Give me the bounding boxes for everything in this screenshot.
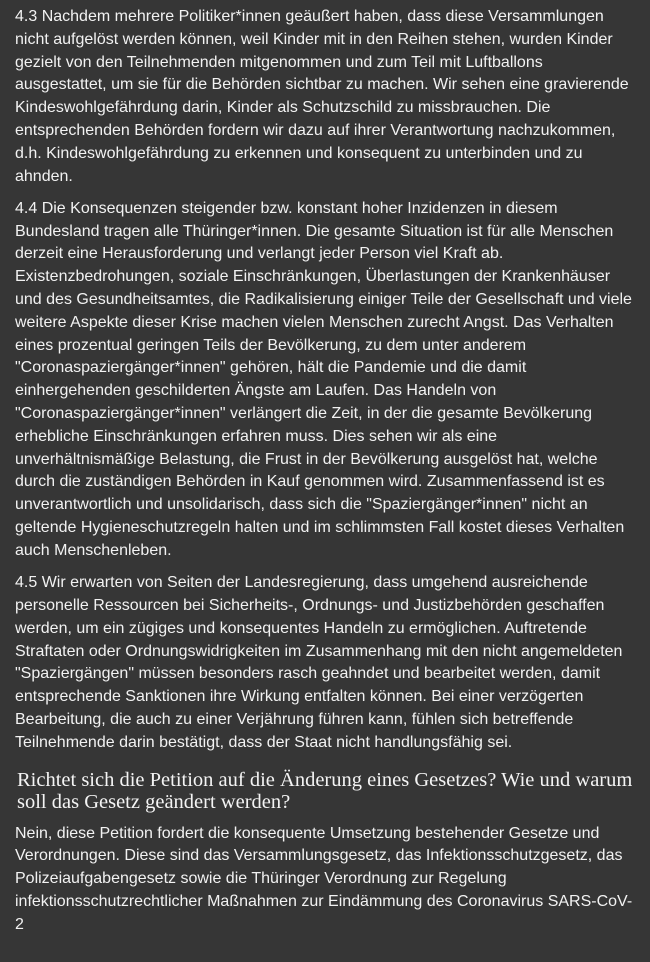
paragraph-4-3: 4.3 Nachdem mehrere Politiker*innen geäußert haben, dass diese Versammlungen nicht aufgelöst werden können, weil Kinder mit in den Reihen stehen, wurden Kinder gezielt von den Teilnehmenden mitgenommen und zum Teil mit Luftballons ausgestattet, um sie für die Behörden sichtbar zu machen. Wir sehen eine gravierende Kindeswohlgefährdung darin, Kinder als Schutzschild zu missbrauchen. Die entsprechenden Behörden fordern wir dazu auf ihrer Verantwortung nachzukommen, d.h. Kindeswohlgefährdung zu erkennen und konsequent zu unterbinden und zu ahnden. xyxy=(15,8,629,185)
answer-paragraph: Nein, diese Petition fordert die konsequente Umsetzung bestehender Gesetze und Verordnungen. Diese sind das Versammlungsgesetz, das Infektionsschutzgesetz, das Polizeiaufgabengesetz sowie die Thüringer Verordnung zur Regelung infektionsschutzrechtlicher Maßnahmen zur Eindämmung des Coronavirus SARS-CoV-2 xyxy=(15,824,633,933)
section-heading-law-change: Richtet sich die Petition auf die Änderung eines Gesetzes? Wie und warum soll das Gesetz geändert werden? xyxy=(17,768,633,813)
paragraph-4-5: 4.5 Wir erwarten von Seiten der Landesregierung, dass umgehend ausreichende personelle Ressourcen bei Sicherheits-, Ordnungs- und Justizbehörden geschaffen werden, um ein zügiges und konsequentes Handeln zu ermöglichen. Auftretende Straftaten oder Ordnungswidrigkeiten im Zusammenhang mit den nicht angemeldeten "Spaziergängen" müssen besonders rasch geahndet und bearbeitet werden, damit entsprechende Sanktionen ihre Wirkung entfalten können. Bei einer verzögerten Bearbeitung, die auch zu einer Verjährung führen kann, fühlen sich betreffende Teilnehmende darin bestätigt, dass der Staat nicht handlungsfähig sei. xyxy=(15,574,623,751)
paragraph-4-4: 4.4 Die Konsequenzen steigender bzw. konstant hoher Inzidenzen in diesem Bundesland tragen alle Thüringer*innen. Die gesamte Situation ist für alle Menschen derzeit eine Herausforderung und verlangt jeder Person viel Kraft ab. Existenzbedrohungen, soziale Einschränkungen, Überlastungen der Krankenhäuser und des Gesundheitsamtes, die Radikalisierung einiger Teile der Gesellschaft und viele weitere Aspekte dieser Krise machen vielen Menschen zurecht Angst. Das Verhalten eines prozentual geringen Teils der Bevölkerung, zu dem unter anderem "Coronaspaziergänger*innen" gehören, hält die Pandemie und die damit einhergehenden geschilderten Ängste am Laufen. Das Handeln von "Coronaspaziergänger*innen" verlängert die Zeit, in der die gesamte Bevölkerung erhebliche Einschränkungen erfahren muss. Dies sehen wir als eine unverhältnismäßige Belastung, die Frust in der Bevölkerung ausgelöst hat, welche durch die zuständigen Behörden in Kauf genommen wird. Zusammenfassend ist es unverantwortlich und unsolidarisch, dass sich die "Spaziergänger*innen" nicht an geltende Hygieneschutzregeln halten und im schlimmsten Fall kostet dieses Verhalten auch Menschenleben. xyxy=(15,199,632,559)
